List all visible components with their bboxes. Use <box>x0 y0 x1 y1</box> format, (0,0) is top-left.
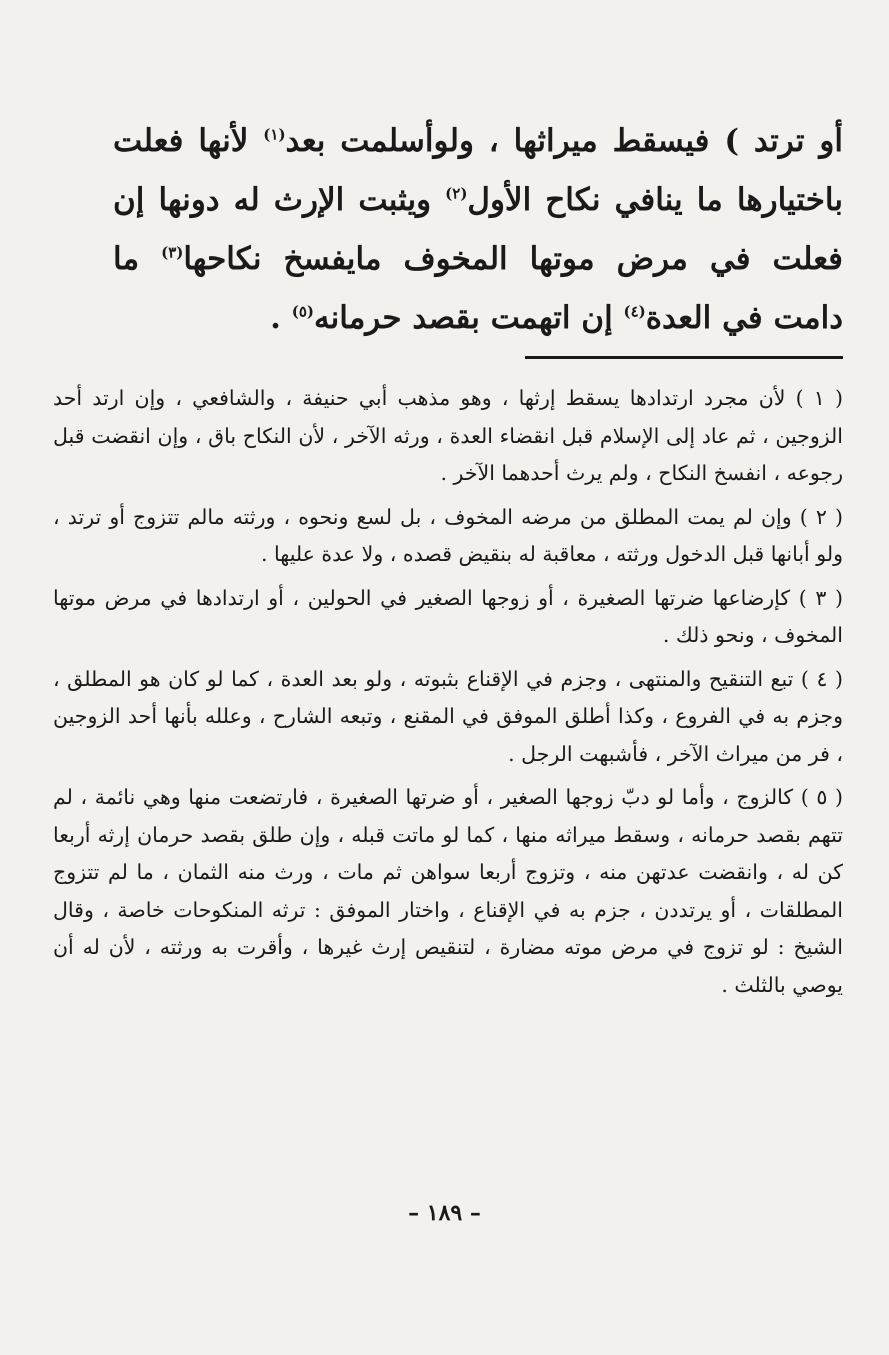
footnote-number: ( ٢ ) <box>799 504 843 529</box>
footnote-number: ( ٣ ) <box>798 585 843 610</box>
footnote-number: ( ٤ ) <box>800 666 844 691</box>
main-text-segment: لأنها فعلت باختيارها ما ينافي نكاح الأول <box>113 123 843 218</box>
footnotes <box>53 380 843 1010</box>
footnote-text: لأن مجرد ارتدادها يسقط إرثها ، وهو مذهب أبي حنيفة ، والشافعي ، وإن ارتد أحد الزوجين ، ثم عاد إلى الإسلام قبل انقضاء العدة ، ورثه الآخر ، لأن النكاح باق ، وإن انقضت قبل رجوعه ، انفسخ النكاح ، ولم يرث أحدهما الآخر . <box>53 386 843 485</box>
footnote-text: وإن لم يمت المطلق من مرضه المخوف ، بل لسع ونحوه ، ورثته مالم تتزوج أو ترتد ، ولو أبانها قبل الدخول ورثته ، معاقبة له بنقيض قصده ، ولا عدة عليها . <box>53 504 843 566</box>
footnote-text: كإرضاعها ضرتها الصغيرة ، أو زوجها الصغير في الحولين ، أو ارتدادها في مرض موتها المخوف ، ونحو ذلك . <box>53 585 843 647</box>
main-text-segment: ما دامت في العدة <box>113 241 843 336</box>
main-text-segment: أو ترتد ) فيسقط ميراثها ، ولوأسلمت بعد <box>285 123 843 159</box>
page-number: – ١٨٩ – <box>408 1200 481 1226</box>
main-text <box>113 112 843 348</box>
footnote-text: تبع التنقيح والمنتهى ، وجزم في الإقناع بثبوته ، ولو بعد العدة ، كما لو كان هو المطلق ، وجزم به في الفروع ، وكذا أطلق الموفق في المقنع ، وتبعه الشارح ، وعلله بأنها أحد الزوجين ، فر من ميراث الآخر ، فأشبهت الرجل . <box>53 666 843 766</box>
footnote-1 <box>53 380 843 493</box>
footnote-ref-1: (١) <box>263 125 286 144</box>
main-text-segment: إن اتهمت بقصد حرمانه <box>314 300 624 336</box>
footnote-4 <box>53 661 843 774</box>
footnote-text: كالزوج ، وأما لو دبّ زوجها الصغير ، أو ضرتها الصغيرة ، فارتضعت منها وهي نائمة ، لم تتهم بقصد حرمانه ، وسقط ميراثه منها ، كما لو ماتت قبله ، وإن طلق بقصد حرمان إرثه أربعا كن له ، وانقضت عدتهن منه ، وتزوج أربعا سواهن ثم مات ، ورث منه الثمان ، ما لم تتزوج المطلقات ، أو يرتددن ، جزم به في الإقناع ، واختار الموفق : ترثه المنكوحات خاصة ، وقال الشيخ : لو تزوج في مرض موته مضارة ، لتنقيص إرث غيرها ، وأقرت به ورثته ، لأن له أن يوصي بالثلث . <box>53 785 843 997</box>
footnote-5 <box>53 779 843 1004</box>
main-text-segment: . <box>270 300 292 336</box>
footnote-ref-3: (٣) <box>161 243 184 262</box>
main-paragraph <box>113 112 843 348</box>
footnote-2 <box>53 499 843 574</box>
footnote-ref-2: (٢) <box>445 184 468 203</box>
footnote-number: ( ٥ ) <box>800 785 843 809</box>
footnote-separator <box>525 356 843 359</box>
footnote-number: ( ١ ) <box>795 386 843 410</box>
main-text-segment: ويثبت الإرث له دونها إن فعلت في مرض موتها المخوف مايفسخ نكاحها <box>113 182 844 277</box>
footnote-3 <box>53 580 843 655</box>
footnote-ref-4: (٤) <box>623 302 646 321</box>
footnote-ref-5: (٥) <box>291 302 314 321</box>
